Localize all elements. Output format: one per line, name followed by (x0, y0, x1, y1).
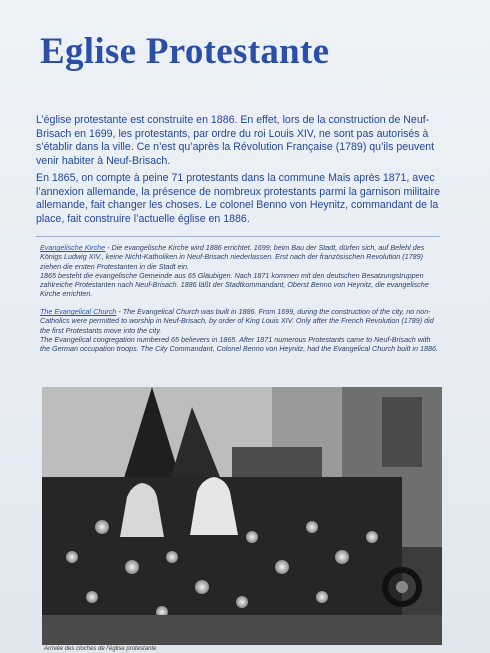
german-text-1: - Die evangelische Kirche wird 1886 errichtet. 1699, beim Bau der Stadt, dürfen sich, auf Befehl des Königs Ludwig XIV., keine Nicht-Katholiken in Neuf-Brisach niederlassen. Erst nach der französischen Revolution (1789) ziehen die ersten Protestanten in die Stadt ein. (40, 243, 425, 271)
photo-caption: Arrivée des cloches de l’église protestante (44, 646, 157, 652)
english-text-1: - The Evangelical Church was built in 1886. From 1699, during the construction of the city, no non-Catholics were permitted to worship in Neuf-Brisach, by order of King Louis XIV. Only after the French Revolution (1789) did the first Protestants move into the city. (40, 307, 434, 335)
page-title: Eglise Protestante (40, 31, 330, 72)
english-section (40, 307, 440, 353)
historic-photo (42, 387, 442, 645)
historic-photo-image (42, 387, 442, 645)
german-heading: Evangelische Kirche (40, 243, 106, 252)
english-text-2: The Evangelical congregation numbered 65 believers in 1865. After 1871 numerous Protestants came to Neuf-Brisach with the German occupation troops. The City Commandant, Colonel Benno von Heynitz, had the Evangelical Church built in 1886. (40, 334, 438, 354)
french-paragraph-2: En 1865, on compte à peine 71 protestants dans la commune Mais après 1871, avec l’annexion allemande, la présence de nombreux protestants parmi la garnison militaire allemande, fait changer les choses. Le colonel Benno von Heynitz, commandant de la place, fait construire l’actuelle église en 1886. (36, 172, 440, 225)
english-heading: The Evangelical Church (40, 307, 117, 316)
divider (36, 236, 440, 237)
french-paragraph-1: L’église protestante est construite en 1886. En effet, lors de la construction de Neuf-Brisach en 1699, les protestants, par ordre du roi Louis XIV, ne sont pas autorisés à s’établir dans la ville. Ce n’est qu’après la Révolution Française (1789) qu’ils peuvent venir habiter à Neuf-Brisach. (36, 114, 435, 167)
german-section (40, 243, 440, 299)
german-text-2: 1865 besteht die evangelische Gemeinde aus 65 Gläubigen. Nach 1871 kommen mit den deutschen Besatzungstruppen zahlreiche Protestanten nach Neuf-Brisach. 1886 läßt der Stadtkommandant, Oberst Benno von Heynitz, die evangelische Kirche errichten. (40, 270, 429, 299)
